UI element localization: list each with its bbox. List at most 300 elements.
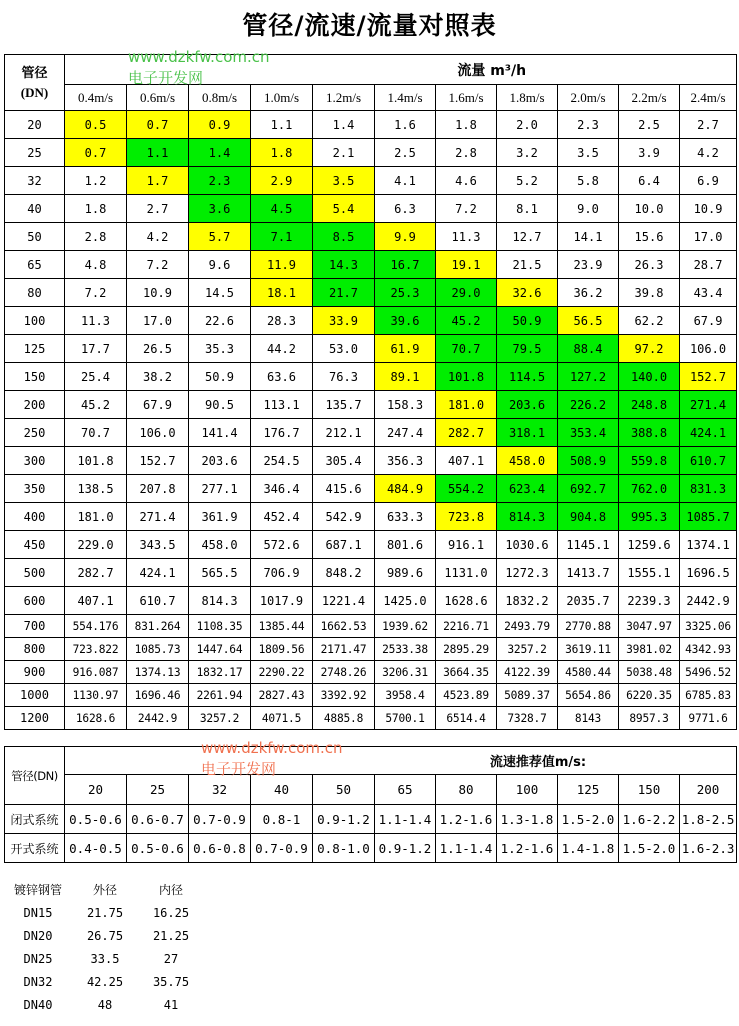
- flow-value-cell: 36.2: [558, 279, 619, 307]
- flow-value-cell: 356.3: [375, 447, 436, 475]
- dn-header: 200: [680, 775, 737, 805]
- dn-header: 80: [436, 775, 497, 805]
- flow-value-cell: 247.4: [375, 419, 436, 447]
- velocity-recommendation-table: [4, 746, 737, 863]
- flow-value-cell: 3.5: [313, 167, 375, 195]
- flow-value-cell: 6.4: [619, 167, 680, 195]
- flow-value-cell: 814.3: [189, 587, 251, 615]
- flow-rate-table: [4, 54, 737, 730]
- flow-value-cell: 3.2: [497, 139, 558, 167]
- flow-value-cell: 2171.47: [313, 638, 375, 661]
- flow-value-cell: 1413.7: [558, 559, 619, 587]
- flow-value-cell: 1939.62: [375, 615, 436, 638]
- flow-value-cell: 254.5: [251, 447, 313, 475]
- flow-value-cell: 21.7: [313, 279, 375, 307]
- table-row: [5, 223, 737, 251]
- flow-value-cell: 424.1: [680, 419, 737, 447]
- pipe-size-cell: 65: [5, 251, 65, 279]
- flow-value-cell: 762.0: [619, 475, 680, 503]
- flow-value-cell: 318.1: [497, 419, 558, 447]
- flow-value-cell: 1221.4: [313, 587, 375, 615]
- velocity-range-cell: 0.4-0.5: [65, 834, 127, 863]
- flow-value-cell: 97.2: [619, 335, 680, 363]
- table-row: [5, 587, 737, 615]
- velocity-range-cell: 0.6-0.8: [189, 834, 251, 863]
- table-row: [5, 195, 737, 223]
- dn-header: 25: [127, 775, 189, 805]
- flow-value-cell: 50.9: [497, 307, 558, 335]
- flow-value-cell: 0.5: [65, 111, 127, 139]
- steel-pipe-cell: 21.75: [86, 905, 124, 920]
- watermark-url: www.dzkfw.com.cn: [128, 48, 270, 66]
- flow-value-cell: 23.9: [558, 251, 619, 279]
- flow-value-cell: 138.5: [65, 475, 127, 503]
- flow-value-cell: 3.6: [189, 195, 251, 223]
- table-row: [5, 419, 737, 447]
- flow-value-cell: 38.2: [127, 363, 189, 391]
- flow-value-cell: 1259.6: [619, 531, 680, 559]
- flow-value-cell: 1374.13: [127, 661, 189, 684]
- pipe-size-cell: 350: [5, 475, 65, 503]
- flow-value-cell: 17.7: [65, 335, 127, 363]
- flow-value-cell: 2.1: [313, 139, 375, 167]
- flow-value-cell: 6.9: [680, 167, 737, 195]
- watermark-name-2: 电子开发网: [201, 760, 277, 778]
- flow-value-cell: 1628.6: [436, 587, 497, 615]
- steel-pipe-cell: 33.5: [90, 951, 120, 966]
- system-type-label: 开式系统: [5, 834, 65, 863]
- flow-value-cell: 1108.35: [189, 615, 251, 638]
- flow-value-cell: 18.1: [251, 279, 313, 307]
- pipe-size-cell: 50: [5, 223, 65, 251]
- flow-value-cell: 17.0: [680, 223, 737, 251]
- flow-value-cell: 70.7: [65, 419, 127, 447]
- flow-value-cell: 11.9: [251, 251, 313, 279]
- flow-value-cell: 44.2: [251, 335, 313, 363]
- flow-value-cell: 2827.43: [251, 684, 313, 707]
- flow-value-cell: 7.2: [436, 195, 497, 223]
- pipe-size-cell: 125: [5, 335, 65, 363]
- watermark-name: 电子开发网: [128, 69, 204, 87]
- flow-value-cell: 916.087: [65, 661, 127, 684]
- steel-pipe-cell: 21.25: [152, 928, 190, 943]
- steel-pipe-cell: DN40: [23, 997, 53, 1012]
- flow-value-cell: 2.5: [619, 111, 680, 139]
- flow-value-cell: 814.3: [497, 503, 558, 531]
- flow-value-cell: 226.2: [558, 391, 619, 419]
- table-row: [5, 475, 737, 503]
- dn-header: 50: [313, 775, 375, 805]
- flow-value-cell: 2493.79: [497, 615, 558, 638]
- pipe-size-cell: 32: [5, 167, 65, 195]
- velocity-range-cell: 1.2-1.6: [497, 834, 558, 863]
- flow-value-cell: 29.0: [436, 279, 497, 307]
- flow-value-cell: 5700.1: [375, 707, 436, 730]
- flow-value-cell: 203.6: [189, 447, 251, 475]
- velocity-range-cell: 0.6-0.7: [127, 805, 189, 834]
- flow-value-cell: 2.8: [436, 139, 497, 167]
- flow-value-cell: 90.5: [189, 391, 251, 419]
- flow-value-cell: 1662.53: [313, 615, 375, 638]
- dn-header: 40: [251, 775, 313, 805]
- velocity-range-cell: 0.7-0.9: [189, 805, 251, 834]
- flow-value-cell: 3.9: [619, 139, 680, 167]
- flow-value-cell: 2.0: [497, 111, 558, 139]
- pipe-size-cell: 900: [5, 661, 65, 684]
- velocity-range-cell: 0.9-1.2: [313, 805, 375, 834]
- flow-value-cell: 723.822: [65, 638, 127, 661]
- flow-value-cell: 1.2: [65, 167, 127, 195]
- flow-value-cell: 1696.46: [127, 684, 189, 707]
- flow-value-cell: 1131.0: [436, 559, 497, 587]
- flow-value-cell: 458.0: [189, 531, 251, 559]
- flow-value-cell: 282.7: [65, 559, 127, 587]
- pipe-size-header-line2: (DN): [20, 84, 49, 100]
- flow-value-cell: 7.2: [127, 251, 189, 279]
- flow-value-cell: 6.3: [375, 195, 436, 223]
- flow-value-cell: 623.4: [497, 475, 558, 503]
- flow-value-cell: 277.1: [189, 475, 251, 503]
- flow-value-cell: 50.9: [189, 363, 251, 391]
- dn-header: 100: [497, 775, 558, 805]
- flow-value-cell: 5038.48: [619, 661, 680, 684]
- flow-value-cell: 11.3: [436, 223, 497, 251]
- galvanized-pipe-table: [4, 878, 204, 1016]
- steel-pipe-cell: 27: [163, 951, 179, 966]
- steel-pipe-header-row: [4, 878, 204, 901]
- flow-value-cell: 53.0: [313, 335, 375, 363]
- flow-value-cell: 831.3: [680, 475, 737, 503]
- dn-header: 65: [375, 775, 436, 805]
- flow-value-cell: 346.4: [251, 475, 313, 503]
- table-row: [5, 447, 737, 475]
- pipe-size-cell: 450: [5, 531, 65, 559]
- flow-value-cell: 5654.86: [558, 684, 619, 707]
- pipe-size-cell: 700: [5, 615, 65, 638]
- table-row: [5, 559, 737, 587]
- flow-value-cell: 8.5: [313, 223, 375, 251]
- flow-value-cell: 1809.56: [251, 638, 313, 661]
- flow-value-cell: 43.4: [680, 279, 737, 307]
- steel-pipe-cell: 16.25: [152, 905, 190, 920]
- pipe-size-cell: 20: [5, 111, 65, 139]
- flow-value-cell: 4.8: [65, 251, 127, 279]
- pipe-size-header: [5, 55, 65, 111]
- flow-value-cell: 248.8: [619, 391, 680, 419]
- flow-value-cell: 5496.52: [680, 661, 737, 684]
- flow-value-cell: 8.1: [497, 195, 558, 223]
- flow-value-cell: 176.7: [251, 419, 313, 447]
- flow-value-cell: 407.1: [65, 587, 127, 615]
- flow-value-cell: 995.3: [619, 503, 680, 531]
- flow-value-cell: 1085.73: [127, 638, 189, 661]
- velocity-range-cell: 1.3-1.8: [497, 805, 558, 834]
- flow-value-cell: 1832.17: [189, 661, 251, 684]
- flow-value-cell: 2442.9: [680, 587, 737, 615]
- speed-header: 1.4m/s: [375, 85, 436, 111]
- velocity-range-cell: 1.5-2.0: [619, 834, 680, 863]
- flow-value-cell: 0.7: [127, 111, 189, 139]
- flow-value-cell: 554.2: [436, 475, 497, 503]
- flow-value-cell: 305.4: [313, 447, 375, 475]
- flow-value-cell: 3981.02: [619, 638, 680, 661]
- flow-value-cell: 1385.44: [251, 615, 313, 638]
- table-row: [5, 167, 737, 195]
- flow-value-cell: 9.0: [558, 195, 619, 223]
- flow-value-cell: 0.7: [65, 139, 127, 167]
- table-row: [4, 947, 204, 970]
- steel-pipe-cell: 42.25: [86, 974, 124, 989]
- table-row: [5, 251, 737, 279]
- table-row: [4, 970, 204, 993]
- flow-value-cell: 4885.8: [313, 707, 375, 730]
- flow-value-cell: 25.3: [375, 279, 436, 307]
- flow-value-cell: 343.5: [127, 531, 189, 559]
- steel-pipe-cell: DN15: [23, 905, 53, 920]
- flow-value-cell: 10.9: [680, 195, 737, 223]
- flow-value-cell: 21.5: [497, 251, 558, 279]
- flow-value-cell: 2216.71: [436, 615, 497, 638]
- velocity-range-cell: 1.1-1.4: [436, 834, 497, 863]
- flow-value-cell: 152.7: [680, 363, 737, 391]
- flow-value-cell: 484.9: [375, 475, 436, 503]
- flow-value-cell: 1.4: [313, 111, 375, 139]
- pipe-size-cell: 800: [5, 638, 65, 661]
- steel-pipe-header: 镀锌钢管: [13, 883, 62, 897]
- dn-header: 32: [189, 775, 251, 805]
- flow-value-cell: 101.8: [65, 447, 127, 475]
- flow-value-cell: 271.4: [680, 391, 737, 419]
- flow-value-cell: 88.4: [558, 335, 619, 363]
- velocity-range-cell: 0.9-1.2: [375, 834, 436, 863]
- table-row: [4, 993, 204, 1016]
- table-row: [5, 139, 737, 167]
- flow-value-cell: 1374.1: [680, 531, 737, 559]
- speed-header: 0.8m/s: [189, 85, 251, 111]
- flow-value-cell: 1.1: [127, 139, 189, 167]
- steel-pipe-cell: 26.75: [86, 928, 124, 943]
- flow-value-cell: 14.1: [558, 223, 619, 251]
- velocity-range-cell: 1.6-2.2: [619, 805, 680, 834]
- flow-value-cell: 12.7: [497, 223, 558, 251]
- flow-value-cell: 1017.9: [251, 587, 313, 615]
- table-row: [5, 335, 737, 363]
- flow-value-cell: 3.5: [558, 139, 619, 167]
- table-row: [5, 834, 737, 863]
- flow-value-cell: 542.9: [313, 503, 375, 531]
- flow-value-cell: 10.0: [619, 195, 680, 223]
- speed-header: 2.0m/s: [558, 85, 619, 111]
- pipe-size-cell: 300: [5, 447, 65, 475]
- velocity-range-cell: 1.8-2.5: [680, 805, 737, 834]
- flow-value-cell: 2895.29: [436, 638, 497, 661]
- flow-value-cell: 3047.97: [619, 615, 680, 638]
- pipe-size-cell: 600: [5, 587, 65, 615]
- velocity-range-cell: 0.5-0.6: [65, 805, 127, 834]
- flow-value-cell: 17.0: [127, 307, 189, 335]
- flow-value-cell: 1832.2: [497, 587, 558, 615]
- flow-value-cell: 16.7: [375, 251, 436, 279]
- flow-value-cell: 3325.06: [680, 615, 737, 638]
- velocity-pipe-header: 管径(DN): [5, 747, 65, 805]
- velocity-range-cell: 1.2-1.6: [436, 805, 497, 834]
- velocity-range-cell: 0.8-1: [251, 805, 313, 834]
- flow-value-cell: 1145.1: [558, 531, 619, 559]
- flow-value-cell: 2.3: [189, 167, 251, 195]
- speed-header: 1.2m/s: [313, 85, 375, 111]
- velocity-range-cell: 1.4-1.8: [558, 834, 619, 863]
- flow-value-cell: 2239.3: [619, 587, 680, 615]
- flow-value-cell: 45.2: [436, 307, 497, 335]
- flow-value-cell: 212.1: [313, 419, 375, 447]
- flow-value-cell: 4122.39: [497, 661, 558, 684]
- pipe-size-cell: 80: [5, 279, 65, 307]
- table-row: [4, 924, 204, 947]
- table-row: [5, 279, 737, 307]
- flow-value-cell: 1.6: [375, 111, 436, 139]
- steel-pipe-cell: 48: [97, 997, 113, 1012]
- flow-value-cell: 5.7: [189, 223, 251, 251]
- flow-value-cell: 508.9: [558, 447, 619, 475]
- pipe-size-cell: 100: [5, 307, 65, 335]
- steel-pipe-cell: 41: [163, 997, 179, 1012]
- flow-value-cell: 452.4: [251, 503, 313, 531]
- flow-value-cell: 113.1: [251, 391, 313, 419]
- flow-value-cell: 45.2: [65, 391, 127, 419]
- flow-value-cell: 1085.7: [680, 503, 737, 531]
- flow-value-cell: 127.2: [558, 363, 619, 391]
- flow-value-cell: 1030.6: [497, 531, 558, 559]
- flow-value-cell: 353.4: [558, 419, 619, 447]
- flow-value-cell: 4523.89: [436, 684, 497, 707]
- flow-value-cell: 5089.37: [497, 684, 558, 707]
- table-row: [5, 805, 737, 834]
- flow-value-cell: 5.4: [313, 195, 375, 223]
- flow-value-cell: 2.3: [558, 111, 619, 139]
- flow-value-cell: 7.1: [251, 223, 313, 251]
- flow-value-cell: 140.0: [619, 363, 680, 391]
- flow-value-cell: 2.7: [680, 111, 737, 139]
- velocity-range-cell: 0.5-0.6: [127, 834, 189, 863]
- table-row: [5, 707, 737, 730]
- flow-value-cell: 10.9: [127, 279, 189, 307]
- flow-value-cell: 407.1: [436, 447, 497, 475]
- table-row: [5, 503, 737, 531]
- velocity-range-cell: 1.1-1.4: [375, 805, 436, 834]
- steel-pipe-header: 外径: [92, 883, 117, 897]
- speed-header: 0.6m/s: [127, 85, 189, 111]
- table-row: [5, 661, 737, 684]
- flow-value-cell: 3619.11: [558, 638, 619, 661]
- flow-value-cell: 203.6: [497, 391, 558, 419]
- flow-value-cell: 11.3: [65, 307, 127, 335]
- speed-header: 2.2m/s: [619, 85, 680, 111]
- flow-value-cell: 22.6: [189, 307, 251, 335]
- flow-value-cell: 26.3: [619, 251, 680, 279]
- flow-value-cell: 6220.35: [619, 684, 680, 707]
- velocity-range-cell: 0.7-0.9: [251, 834, 313, 863]
- flow-value-cell: 916.1: [436, 531, 497, 559]
- flow-value-cell: 15.6: [619, 223, 680, 251]
- pipe-size-cell: 500: [5, 559, 65, 587]
- flow-value-cell: 904.8: [558, 503, 619, 531]
- flow-value-cell: 692.7: [558, 475, 619, 503]
- pipe-size-cell: 400: [5, 503, 65, 531]
- flow-value-cell: 687.1: [313, 531, 375, 559]
- flow-value-cell: 56.5: [558, 307, 619, 335]
- table-row: [5, 531, 737, 559]
- flow-value-cell: 62.2: [619, 307, 680, 335]
- flow-value-cell: 35.3: [189, 335, 251, 363]
- flow-value-cell: 4.1: [375, 167, 436, 195]
- flow-value-cell: 25.4: [65, 363, 127, 391]
- flow-value-cell: 424.1: [127, 559, 189, 587]
- pipe-size-cell: 1200: [5, 707, 65, 730]
- steel-pipe-header: 内径: [158, 883, 183, 897]
- flow-value-cell: 106.0: [127, 419, 189, 447]
- flow-value-cell: 141.4: [189, 419, 251, 447]
- pipe-size-cell: 1000: [5, 684, 65, 707]
- flow-value-cell: 831.264: [127, 615, 189, 638]
- speed-header: 2.4m/s: [680, 85, 737, 111]
- flow-value-cell: 1.7: [127, 167, 189, 195]
- flow-value-cell: 723.8: [436, 503, 497, 531]
- flow-value-cell: 33.9: [313, 307, 375, 335]
- flow-value-cell: 5.8: [558, 167, 619, 195]
- flow-value-cell: 61.9: [375, 335, 436, 363]
- flow-value-cell: 1130.97: [65, 684, 127, 707]
- table-row: [5, 363, 737, 391]
- steel-pipe-cell: DN25: [23, 951, 53, 966]
- pipe-size-cell: 200: [5, 391, 65, 419]
- page-title: 管径/流速/流量对照表: [242, 11, 497, 40]
- flow-value-cell: 1.8: [251, 139, 313, 167]
- table-row: [5, 307, 737, 335]
- flow-value-cell: 8143: [558, 707, 619, 730]
- flow-value-cell: 1425.0: [375, 587, 436, 615]
- flow-value-cell: 1.8: [436, 111, 497, 139]
- flow-value-cell: 361.9: [189, 503, 251, 531]
- table-row: [5, 615, 737, 638]
- flow-value-cell: 70.7: [436, 335, 497, 363]
- flow-value-cell: 6785.83: [680, 684, 737, 707]
- flow-value-cell: 610.7: [680, 447, 737, 475]
- table-row: [4, 901, 204, 924]
- flow-value-cell: 67.9: [680, 307, 737, 335]
- flow-value-cell: 181.0: [65, 503, 127, 531]
- flow-value-cell: 8957.3: [619, 707, 680, 730]
- flow-value-cell: 801.6: [375, 531, 436, 559]
- flow-value-cell: 63.6: [251, 363, 313, 391]
- flow-value-cell: 101.8: [436, 363, 497, 391]
- flow-value-cell: 1.1: [251, 111, 313, 139]
- flow-value-cell: 9.6: [189, 251, 251, 279]
- flow-value-cell: 271.4: [127, 503, 189, 531]
- steel-pipe-cell: DN32: [23, 974, 53, 989]
- flow-value-cell: 39.8: [619, 279, 680, 307]
- flow-value-cell: 67.9: [127, 391, 189, 419]
- flow-value-cell: 4071.5: [251, 707, 313, 730]
- flow-value-cell: 633.3: [375, 503, 436, 531]
- flow-value-cell: 559.8: [619, 447, 680, 475]
- flow-value-cell: 135.7: [313, 391, 375, 419]
- velocity-range-cell: 0.8-1.0: [313, 834, 375, 863]
- flow-value-cell: 28.7: [680, 251, 737, 279]
- flow-value-cell: 3664.35: [436, 661, 497, 684]
- flow-value-cell: 2290.22: [251, 661, 313, 684]
- flow-value-cell: 1.4: [189, 139, 251, 167]
- speed-header: 1.6m/s: [436, 85, 497, 111]
